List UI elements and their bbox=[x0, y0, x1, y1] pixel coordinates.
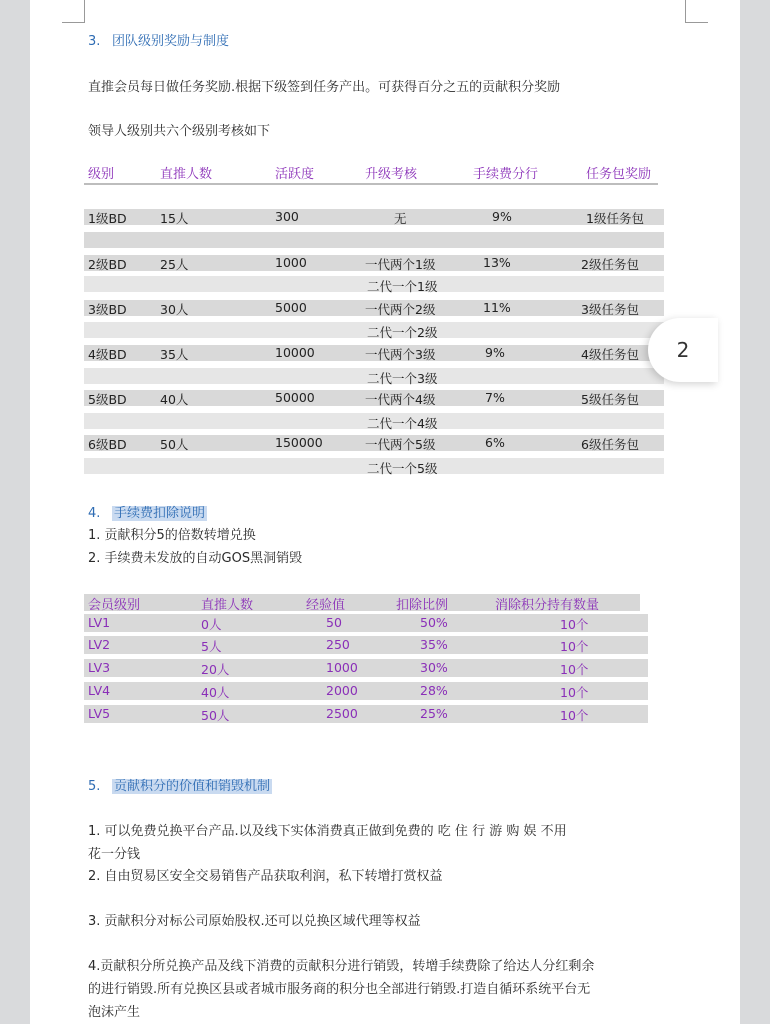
section-5-item-2: 2. 自由贸易区安全交易销售产品获取利润，私下转增打赏权益 bbox=[88, 869, 443, 884]
row-referrals: 40人 bbox=[201, 685, 230, 700]
page-number-badge[interactable]: 2 bbox=[648, 318, 718, 382]
row-experience: 50 bbox=[326, 615, 342, 630]
section-5-item-3: 3. 贡献积分对标公司原始股权.还可以兑换区域代理等权益 bbox=[88, 914, 421, 929]
row-upgrade-second: 二代一个4级 bbox=[367, 416, 438, 431]
section-5-item-1-line-1: 1. 可以免费兑换平台产品.以及线下实体消费真正做到免费的 吃 住 行 游 购 娱 不用 bbox=[88, 824, 567, 839]
section-4-heading bbox=[88, 502, 207, 521]
row-referrals: 40人 bbox=[160, 392, 189, 407]
row-1-bar-2 bbox=[84, 232, 664, 248]
section-5-item-4-line-2: 的进行销毁.所有兑换区县或者城市服务商的积分也全部进行销毁.打造自循环系统平台无 bbox=[88, 982, 591, 997]
row-upgrade-second: 二代一个1级 bbox=[367, 279, 438, 294]
row-fee: 13% bbox=[483, 255, 511, 270]
row-count: 10个 bbox=[560, 662, 589, 677]
row-experience: 250 bbox=[326, 637, 350, 652]
row-referrals: 15人 bbox=[160, 211, 189, 226]
row-activity: 1000 bbox=[275, 255, 307, 270]
row-upgrade: 无 bbox=[394, 211, 407, 226]
row-referrals: 20人 bbox=[201, 662, 230, 677]
section-4-item-2: 2. 手续费未发放的自动GOS黑洞销毁 bbox=[88, 551, 303, 566]
row-activity: 5000 bbox=[275, 300, 307, 315]
row-ratio: 50% bbox=[420, 615, 448, 630]
row-experience: 1000 bbox=[326, 660, 358, 675]
row-referrals: 30人 bbox=[160, 302, 189, 317]
section-5-number: 5. bbox=[88, 779, 101, 794]
corner-mark-top-right bbox=[685, 0, 708, 23]
row-level: 6级BD bbox=[88, 437, 127, 452]
row-reward: 6级任务包 bbox=[581, 437, 639, 452]
row-fee: 7% bbox=[485, 390, 505, 405]
row-level: LV2 bbox=[88, 637, 111, 652]
row-count: 10个 bbox=[560, 685, 589, 700]
row-count: 10个 bbox=[560, 639, 589, 654]
row-activity: 150000 bbox=[275, 435, 323, 450]
section-4-number: 4. bbox=[88, 506, 101, 521]
row-referrals: 0人 bbox=[201, 617, 222, 632]
section-3-heading bbox=[88, 30, 229, 49]
table-header-member-level: 会员级别 bbox=[88, 598, 141, 613]
row-referrals: 5人 bbox=[201, 639, 222, 654]
section-5-item-4-line-3: 泡沫产生 bbox=[88, 1005, 141, 1020]
row-upgrade: 一代两个4级 bbox=[365, 392, 436, 407]
row-level: 5级BD bbox=[88, 392, 127, 407]
row-ratio: 28% bbox=[420, 683, 448, 698]
section-5-item-4-line-1: 4.贡献积分所兑换产品及线下消费的贡献积分进行销毁，转增手续费除了给达人分红剩余 bbox=[88, 959, 595, 974]
row-upgrade-second: 二代一个3级 bbox=[367, 371, 438, 386]
row-referrals: 25人 bbox=[160, 257, 189, 272]
row-reward: 1级任务包 bbox=[586, 211, 644, 226]
row-level: LV1 bbox=[88, 615, 111, 630]
row-activity: 300 bbox=[275, 209, 299, 224]
right-margin bbox=[740, 0, 770, 1024]
row-reward: 4级任务包 bbox=[581, 347, 639, 362]
row-reward: 5级任务包 bbox=[581, 392, 639, 407]
row-referrals: 50人 bbox=[160, 437, 189, 452]
row-upgrade-second: 二代一个2级 bbox=[367, 325, 438, 340]
row-activity: 10000 bbox=[275, 345, 315, 360]
row-fee: 9% bbox=[485, 345, 505, 360]
table-header-activity: 活跃度 bbox=[275, 167, 315, 182]
table-header-referrals: 直推人数 bbox=[201, 598, 254, 613]
row-level: LV5 bbox=[88, 706, 111, 721]
section-3-paragraph-2: 领导人级别共六个级别考核如下 bbox=[88, 124, 271, 139]
row-level: LV3 bbox=[88, 660, 111, 675]
row-upgrade: 一代两个3级 bbox=[365, 347, 436, 362]
row-level: 2级BD bbox=[88, 257, 127, 272]
row-fee: 9% bbox=[492, 209, 512, 224]
table-header-ratio: 扣除比例 bbox=[396, 598, 449, 613]
row-experience: 2000 bbox=[326, 683, 358, 698]
row-experience: 2500 bbox=[326, 706, 358, 721]
row-referrals: 35人 bbox=[160, 347, 189, 362]
section-5-title: 贡献积分的价值和销毁机制 bbox=[114, 779, 271, 794]
row-fee: 6% bbox=[485, 435, 505, 450]
row-count: 10个 bbox=[560, 617, 589, 632]
row-referrals: 50人 bbox=[201, 708, 230, 723]
section-5-item-1-line-2: 花一分钱 bbox=[88, 847, 141, 862]
row-level: 3级BD bbox=[88, 302, 127, 317]
row-fee: 11% bbox=[483, 300, 511, 315]
row-activity: 50000 bbox=[275, 390, 315, 405]
row-upgrade: 一代两个2级 bbox=[365, 302, 436, 317]
row-upgrade: 一代两个1级 bbox=[365, 257, 436, 272]
row-level: LV4 bbox=[88, 683, 111, 698]
row-upgrade: 一代两个5级 bbox=[365, 437, 436, 452]
corner-mark-top-left bbox=[62, 0, 85, 23]
row-upgrade-second: 二代一个5级 bbox=[367, 461, 438, 476]
section-4-title: 手续费扣除说明 bbox=[114, 506, 206, 521]
section-3-number: 3. bbox=[88, 34, 101, 49]
section-5-heading bbox=[88, 775, 272, 794]
table-header-level: 级别 bbox=[88, 167, 115, 182]
table-header-experience: 经验值 bbox=[306, 598, 346, 613]
section-4-item-1: 1. 贡献积分5的倍数转增兑换 bbox=[88, 528, 256, 543]
row-ratio: 25% bbox=[420, 706, 448, 721]
table-header-reward: 任务包奖励 bbox=[586, 167, 652, 182]
section-3-paragraph-1: 直推会员每日做任务奖励.根据下级签到任务产出。可获得百分之五的贡献积分奖励 bbox=[88, 80, 561, 95]
row-count: 10个 bbox=[560, 708, 589, 723]
document-page bbox=[30, 0, 740, 1024]
row-level: 4级BD bbox=[88, 347, 127, 362]
left-margin bbox=[0, 0, 30, 1024]
section-3-title: 团队级别奖励与制度 bbox=[112, 34, 230, 49]
row-ratio: 30% bbox=[420, 660, 448, 675]
table-header-fee: 手续费分行 bbox=[473, 167, 539, 182]
row-reward: 3级任务包 bbox=[581, 302, 639, 317]
table-header-upgrade: 升级考核 bbox=[365, 167, 418, 182]
row-ratio: 35% bbox=[420, 637, 448, 652]
row-reward: 2级任务包 bbox=[581, 257, 639, 272]
table-header-referrals: 直推人数 bbox=[160, 167, 213, 182]
table-header-underline bbox=[84, 183, 658, 185]
table-header-count: 消除积分持有数量 bbox=[495, 598, 600, 613]
row-level: 1级BD bbox=[88, 211, 127, 226]
